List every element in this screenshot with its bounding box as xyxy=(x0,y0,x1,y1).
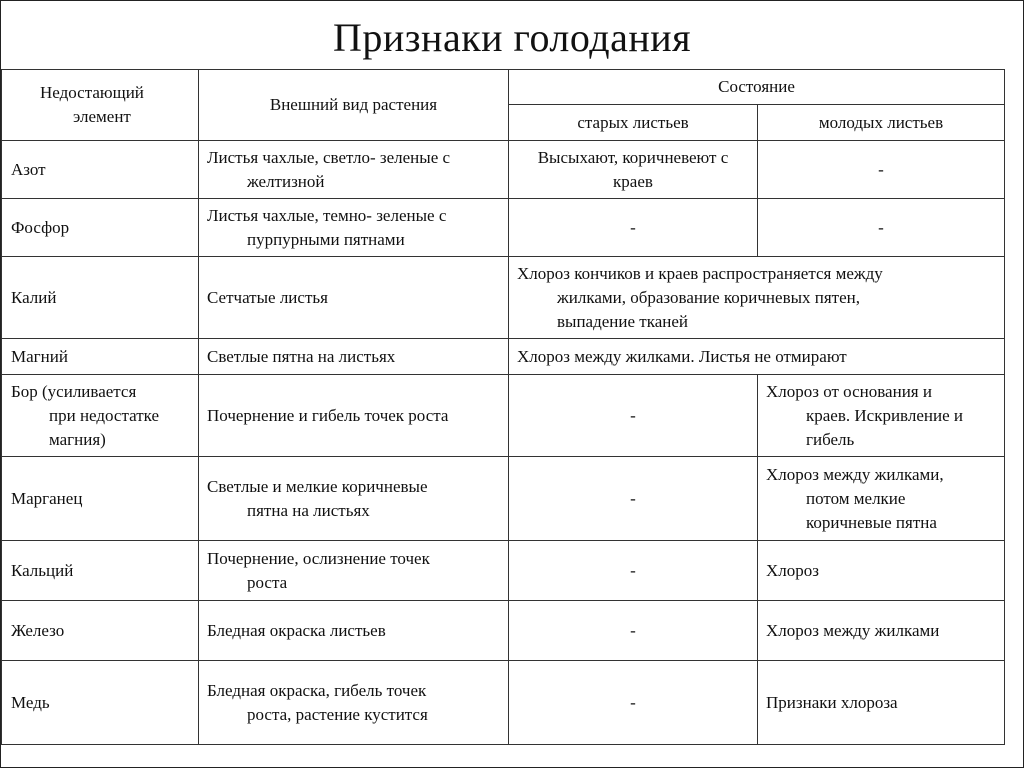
element-cell: Азот xyxy=(2,141,199,199)
old-leaves-cell: - xyxy=(509,541,758,601)
header-young-leaves: молодых листьев xyxy=(758,105,1005,141)
appearance-line: Бледная окраска, гибель точек xyxy=(207,680,427,700)
element-cell xyxy=(2,375,199,457)
appearance-line: Листья чахлые, светло- зеленые с xyxy=(207,147,451,167)
table-row xyxy=(2,541,1005,601)
table-row xyxy=(2,457,1005,541)
header-old-leaves: старых листьев xyxy=(509,105,758,141)
old-leaves-line: краев xyxy=(613,171,653,191)
element-cell: Фосфор xyxy=(2,199,199,257)
young-leaves-cell: Признаки хлороза xyxy=(758,661,1005,745)
young-leaves-line: Хлороз от основания и xyxy=(766,381,932,401)
old-leaves-cell: - xyxy=(509,199,758,257)
young-leaves-cell xyxy=(758,457,1005,541)
appearance-line: Почернение, ослизнение точек xyxy=(207,548,430,568)
young-leaves-cell: - xyxy=(758,141,1005,199)
young-leaves-line: гибель xyxy=(806,429,855,449)
young-leaves-cell: Хлороз xyxy=(758,541,1005,601)
appearance-line: роста xyxy=(247,572,288,592)
appearance-cell: Сетчатые листья xyxy=(199,257,509,339)
appearance-cell xyxy=(199,457,509,541)
old-leaves-cell xyxy=(509,141,758,199)
element-line: при недостатке xyxy=(49,405,160,425)
appearance-cell xyxy=(199,661,509,745)
appearance-cell xyxy=(199,141,509,199)
state-line: жилками, образование коричневых пятен, xyxy=(557,287,861,307)
appearance-line: Светлые и мелкие коричневые xyxy=(207,476,428,496)
appearance-line: роста, растение кустится xyxy=(247,704,428,724)
table-row xyxy=(2,257,1005,339)
header-element xyxy=(2,70,199,141)
table-row xyxy=(2,141,1005,199)
element-cell: Медь xyxy=(2,661,199,745)
deficiency-table xyxy=(1,69,1005,745)
appearance-line: Листья чахлые, темно- зеленые с xyxy=(207,205,447,225)
young-leaves-line: потом мелкие xyxy=(806,488,906,508)
page-title: Признаки голодания xyxy=(332,15,692,60)
table-row xyxy=(2,375,1005,457)
header-state: Состояние xyxy=(509,70,1005,105)
header-appearance: Внешний вид растения xyxy=(199,70,509,141)
appearance-line: желтизной xyxy=(247,171,325,191)
old-leaves-cell: - xyxy=(509,457,758,541)
old-leaves-cell: - xyxy=(509,661,758,745)
element-cell: Железо xyxy=(2,601,199,661)
table-row xyxy=(2,199,1005,257)
old-leaves-line: Высыхают, коричневеют с xyxy=(537,147,729,167)
appearance-cell xyxy=(199,199,509,257)
young-leaves-line: Хлороз между жилками, xyxy=(766,464,944,484)
young-leaves-cell xyxy=(758,375,1005,457)
young-leaves-line: коричневые пятна xyxy=(806,512,937,532)
element-line: Бор (усиливается xyxy=(11,381,137,401)
header-element-line1: Недостающий xyxy=(40,83,144,102)
header-element-line2: элемент xyxy=(73,107,131,126)
young-leaves-cell: - xyxy=(758,199,1005,257)
state-merged-cell xyxy=(509,257,1005,339)
state-line: выпадение тканей xyxy=(557,311,688,331)
appearance-line: пурпурными пятнами xyxy=(247,229,405,249)
state-merged-cell: Хлороз между жилками. Листья не отмирают xyxy=(509,339,1005,375)
element-cell: Магний xyxy=(2,339,199,375)
element-line: магния) xyxy=(49,429,106,449)
appearance-cell xyxy=(199,541,509,601)
table-row xyxy=(2,339,1005,375)
table-row xyxy=(2,601,1005,661)
element-cell: Марганец xyxy=(2,457,199,541)
old-leaves-cell: - xyxy=(509,601,758,661)
table-row xyxy=(2,661,1005,745)
young-leaves-line: краев. Искривление и xyxy=(806,405,963,425)
appearance-cell: Почернение и гибель точек роста xyxy=(199,375,509,457)
appearance-cell: Светлые пятна на листьях xyxy=(199,339,509,375)
header-row xyxy=(2,70,1005,105)
appearance-cell: Бледная окраска листьев xyxy=(199,601,509,661)
element-cell: Кальций xyxy=(2,541,199,601)
appearance-line: пятна на листьях xyxy=(247,500,370,520)
element-cell: Калий xyxy=(2,257,199,339)
state-line: Хлороз кончиков и краев распространяется между xyxy=(517,263,883,283)
young-leaves-cell: Хлороз между жилками xyxy=(758,601,1005,661)
old-leaves-cell: - xyxy=(509,375,758,457)
